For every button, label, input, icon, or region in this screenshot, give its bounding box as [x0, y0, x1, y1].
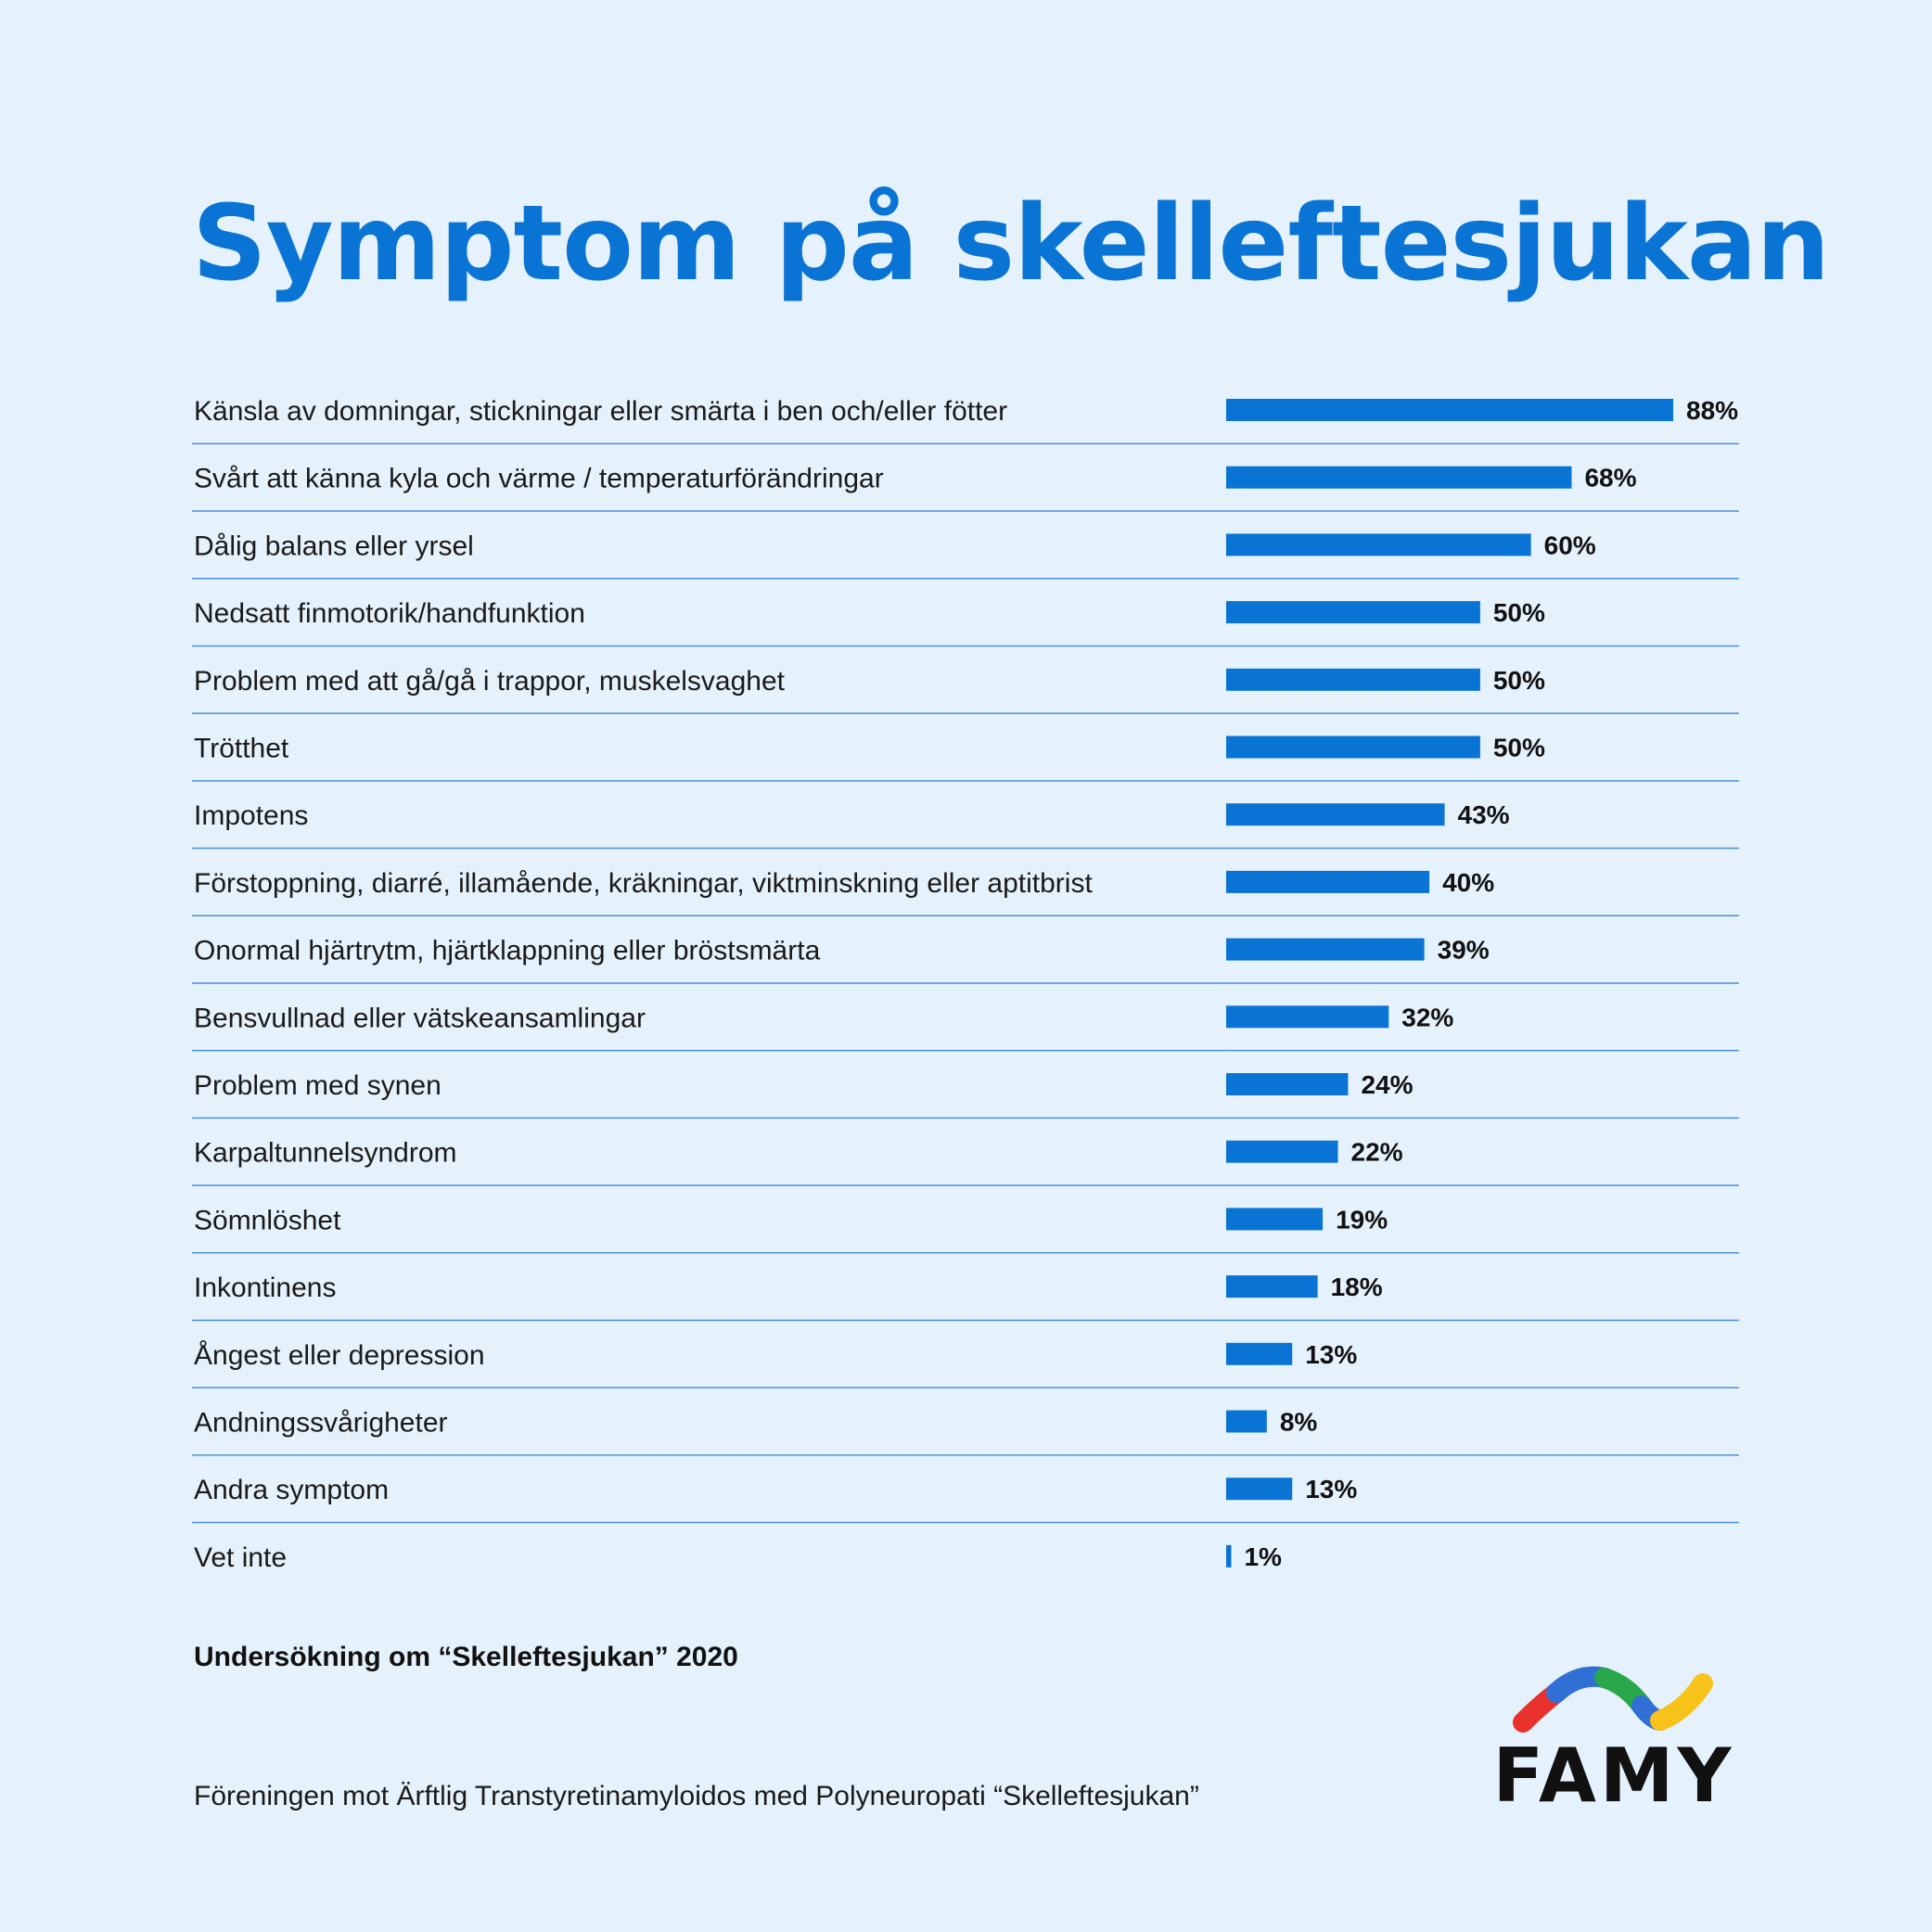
- logo-yellow-stroke: [1660, 1683, 1703, 1721]
- bar-row: [192, 1340, 1739, 1388]
- bar-row: [192, 464, 1739, 511]
- bar: [1226, 1545, 1231, 1567]
- bar-row: [192, 1273, 1739, 1320]
- category-label: Problem med att gå/gå i trappor, muskelsvaghet: [194, 665, 786, 697]
- value-label: 60%: [1543, 531, 1596, 560]
- bar: [1226, 669, 1480, 691]
- bar: [1226, 1478, 1292, 1500]
- bar: [1226, 939, 1425, 961]
- bar-row: [192, 1138, 1739, 1185]
- category-label: Andra symptom: [194, 1475, 390, 1506]
- bar-row: [192, 1475, 1739, 1522]
- famy-logo: [1484, 1665, 1744, 1819]
- value-label: 1%: [1244, 1542, 1282, 1571]
- category-label: Problem med synen: [194, 1070, 441, 1101]
- value-label: 50%: [1492, 665, 1545, 695]
- category-label: Inkontinens: [194, 1273, 337, 1304]
- category-label: Karpaltunnelsyndrom: [194, 1137, 457, 1169]
- category-label: Svårt att känna kyla och värme / temperaturförändringar: [194, 463, 884, 494]
- value-label: 8%: [1279, 1407, 1318, 1437]
- bar: [1226, 1275, 1318, 1298]
- category-label: Dålig balans eller yrsel: [194, 531, 474, 562]
- value-label: 43%: [1457, 800, 1510, 830]
- bar: [1226, 1411, 1267, 1433]
- bar: [1226, 1208, 1323, 1230]
- category-label: Andningssvårigheter: [194, 1407, 448, 1439]
- bar-row: [192, 598, 1739, 646]
- value-label: 13%: [1305, 1339, 1358, 1369]
- bar-row: [192, 531, 1739, 578]
- bar-row: [192, 1003, 1739, 1050]
- value-label: 50%: [1492, 733, 1545, 762]
- famy-wave-logo-icon: [1512, 1665, 1716, 1739]
- value-label: 18%: [1330, 1273, 1383, 1302]
- bar-row: [192, 396, 1739, 443]
- bar: [1226, 533, 1531, 556]
- category-label: Vet inte: [194, 1542, 288, 1573]
- category-label: Förstoppning, diarré, illamående, kräkningar, viktminskning eller aptitbrist: [194, 867, 1093, 899]
- bar-row: [192, 1408, 1739, 1455]
- category-label: Bensvullnad eller vätskeansamlingar: [194, 1003, 646, 1034]
- value-label: 24%: [1361, 1070, 1414, 1099]
- bar: [1226, 1073, 1348, 1095]
- value-label: 13%: [1305, 1475, 1358, 1504]
- category-label: Trötthet: [194, 733, 289, 764]
- category-label: Ångest eller depression: [194, 1339, 485, 1371]
- bar: [1226, 1005, 1388, 1028]
- value-label: 32%: [1401, 1003, 1454, 1032]
- value-label: 68%: [1584, 463, 1637, 493]
- bar-row: [192, 800, 1739, 848]
- category-label: Impotens: [194, 800, 309, 832]
- bar: [1226, 803, 1445, 825]
- bar: [1226, 399, 1673, 421]
- survey-note: Undersökning om “Skelleftesjukan” 2020: [194, 1642, 738, 1672]
- bar: [1226, 601, 1480, 623]
- organization-name: Föreningen mot Ärftlig Transtyretinamyloidos med Polyneuropati “Skelleftesjukan”: [194, 1781, 1199, 1811]
- bar: [1226, 467, 1571, 489]
- bar: [1226, 1343, 1292, 1365]
- famy-logo-text: FAMY: [1492, 1733, 1735, 1819]
- bar: [1226, 1141, 1338, 1163]
- bar-row: [192, 734, 1739, 781]
- category-label: Nedsatt finmotorik/handfunktion: [194, 598, 585, 630]
- value-label: 40%: [1442, 867, 1495, 897]
- value-label: 50%: [1492, 598, 1545, 628]
- value-label: 39%: [1437, 935, 1490, 965]
- chart-title: Symptom på skelleftesjukan: [192, 184, 1830, 304]
- bar-row: [192, 868, 1739, 915]
- bar: [1226, 736, 1480, 759]
- bar-row: [192, 1205, 1739, 1252]
- bar-row: [192, 936, 1739, 983]
- category-label: Sömnlöshet: [194, 1205, 341, 1236]
- value-label: 88%: [1686, 396, 1739, 425]
- category-label: Känsla av domningar, stickningar eller smärta i ben och/eller fötter: [194, 396, 1008, 427]
- bar-row: [192, 1070, 1739, 1118]
- value-label: 22%: [1350, 1137, 1403, 1167]
- bar-row: [194, 1542, 1282, 1573]
- value-label: 19%: [1336, 1205, 1388, 1235]
- category-label: Onormal hjärtrytm, hjärtklappning eller bröstsmärta: [194, 935, 821, 966]
- bar: [1226, 871, 1429, 893]
- bar-row: [192, 666, 1739, 713]
